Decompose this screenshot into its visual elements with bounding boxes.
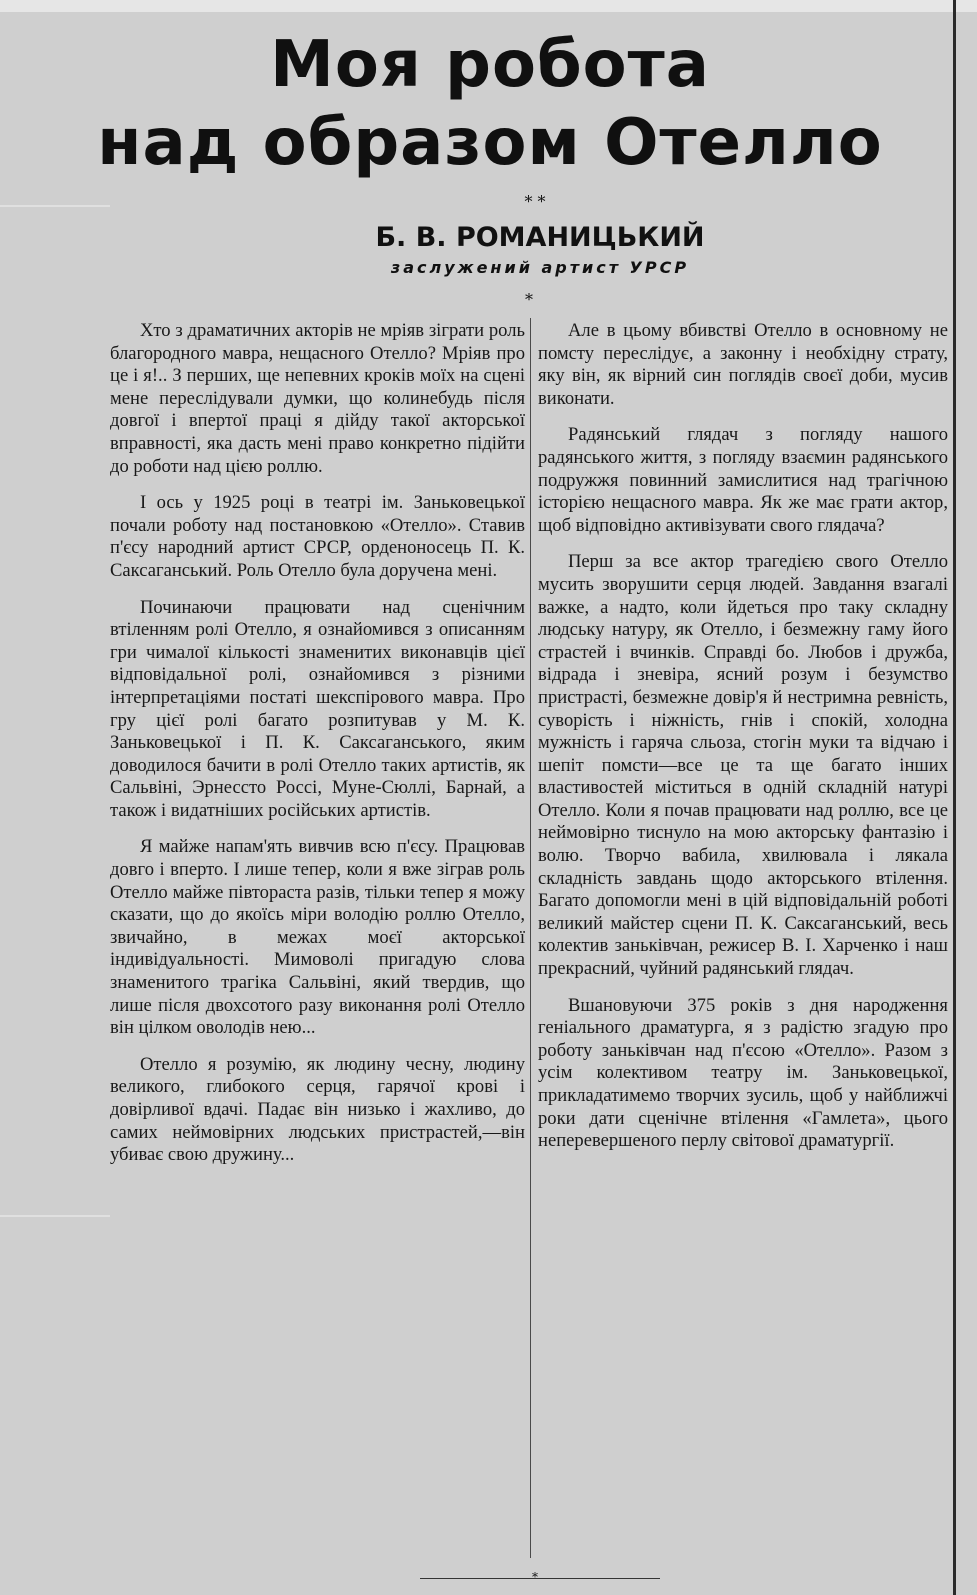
right-column	[538, 320, 948, 1167]
headline-line-1: Моя робота	[270, 28, 710, 102]
author-title: заслужений артист УРСР	[390, 258, 690, 277]
top-page-edge	[0, 0, 977, 12]
left-column	[110, 320, 525, 1181]
ornament-stars-top: * *	[524, 192, 546, 211]
paragraph: І ось у 1925 році в театрі ім. Заньковецької почали роботу над постановкою «Отелло». Ставив п'єсу народний артист СРСР, орденоносець П. К. Саксаганський. Роль Отелло була доручена мені.	[110, 492, 525, 581]
article-headline	[40, 26, 940, 182]
paper-crease	[0, 205, 110, 207]
headline-line-2: над образом Отелло	[97, 106, 883, 180]
paragraph: Я майже напам'ять вивчив всю п'єсу. Працював довго і вперто. І лише тепер, коли я вже зіграв роль Отелло майже півтораста разів, тільки тепер я можу сказати, що до якоїсь міри володію роллю Отелло, звичайно, в межах моєї акторської індивідуальності. Мимоволі пригадую слова знаменитого трагіка Сальвіні, який твердив, що лише після двохсотого разу виконання ролі Отелло він цілком оволодів нею...	[110, 836, 525, 1039]
paragraph: Хто з драматичних акторів не мріяв зіграти роль благородного мавра, нещасного Отелло? Мріяв про це і я!.. З перших, ще непевних кроків моїх на сцені мене переслідували думки, що колинебудь після довгої і впертої праці я дійду такої акторської вправності, яка дасть мені право конкретно підійти до роботи над цією роллю.	[110, 320, 525, 477]
ornament-star-bottom: *	[532, 1570, 538, 1584]
paragraph: Перш за все актор трагедією свого Отелло мусить зворушити серця людей. Завдання взагалі важке, а надто, коли йдеться про таку складну людську натуру, як Отелло, і безмежну гаму його страстей і вчинків. Справді бо. Любов і дружба, відрада і зневіра, ясний розум і безумство пристрасті, безмежне довір'я й нестримна ревність, суворість і ніжність, гнів і спокій, холодна мужність і гаряча сльоза, стогін муки та відчаю і шепіт помсти—все це та ще багато інших властивостей міститься в одній складній натурі Отелло. Коли я почав працювати над роллю, все це неймовірно тиснуло на мою акторську фантазію і волю. Творчо вабила, хвилювала і лякала складність завдань щодо акторського втілення. Багато допомогли мені в цій відповідальній роботі великий майстер сцени П. К. Саксаганський, весь колектив заньківчан, режисер В. І. Харченко і наш прекрасний, чуйний радянський глядач.	[538, 551, 948, 980]
paper-crease	[0, 1215, 110, 1217]
ornament-star-single: *	[525, 290, 533, 309]
paragraph: Вшановуючи 375 років з дня народження геніального драматурга, я з радістю згадую про роботу заньківчан над п'єсою «Отелло». Разом з усім колективом театру ім. Заньковецької, прикладатимемо творчих зусиль, щоб у найближчі роки дати сценічне втілення «Гамлета», цього неперевершеного перлу світової драматургії.	[538, 994, 948, 1152]
paragraph: Радянський глядач з погляду нашого радянського життя, з погляду взаємин радянського подружжя повинний замислитися над трагічною історією нещасного мавра. Як же має грати актор, щоб відповідно активізувати свого глядача?	[538, 424, 948, 536]
paragraph: Отелло я розумію, як людину чесну, людину великого, глибокого серця, гарячої крові і довірливої вдачі. Падає він низько і жахливо, до самих неймовірних людських пристрастей,—він убиває свою дружину...	[110, 1053, 525, 1166]
paragraph: Але в цьому вбивстві Отелло в основному не помсту переслідує, а законну і необхідну страту, яку він, як вірний син поглядів своєї доби, мусив виконати.	[538, 320, 948, 409]
right-column-rule	[953, 0, 956, 1595]
column-divider	[530, 318, 531, 1558]
paragraph: Починаючи працювати над сценічним втіленням ролі Отелло, я ознайомився з описанням гри чималої кількості знаменитих виконавців цієї відповідальної ролі, ознайомився з різними інтерпретаціями постаті шекспірового мавра. Про гру цієї ролі багато розпитував у М. К. Заньковецької і П. К. Саксаганського, яким доводилося бачити в ролі Отелло таких артистів, як Сальвіні, Эрнессто Россі, Муне-Сюллі, Барнай, а також і видатніших російських артистів.	[110, 596, 525, 821]
bottom-ornament-rule	[420, 1578, 660, 1579]
author-name: Б. В. РОМАНИЦЬКИЙ	[375, 222, 705, 253]
